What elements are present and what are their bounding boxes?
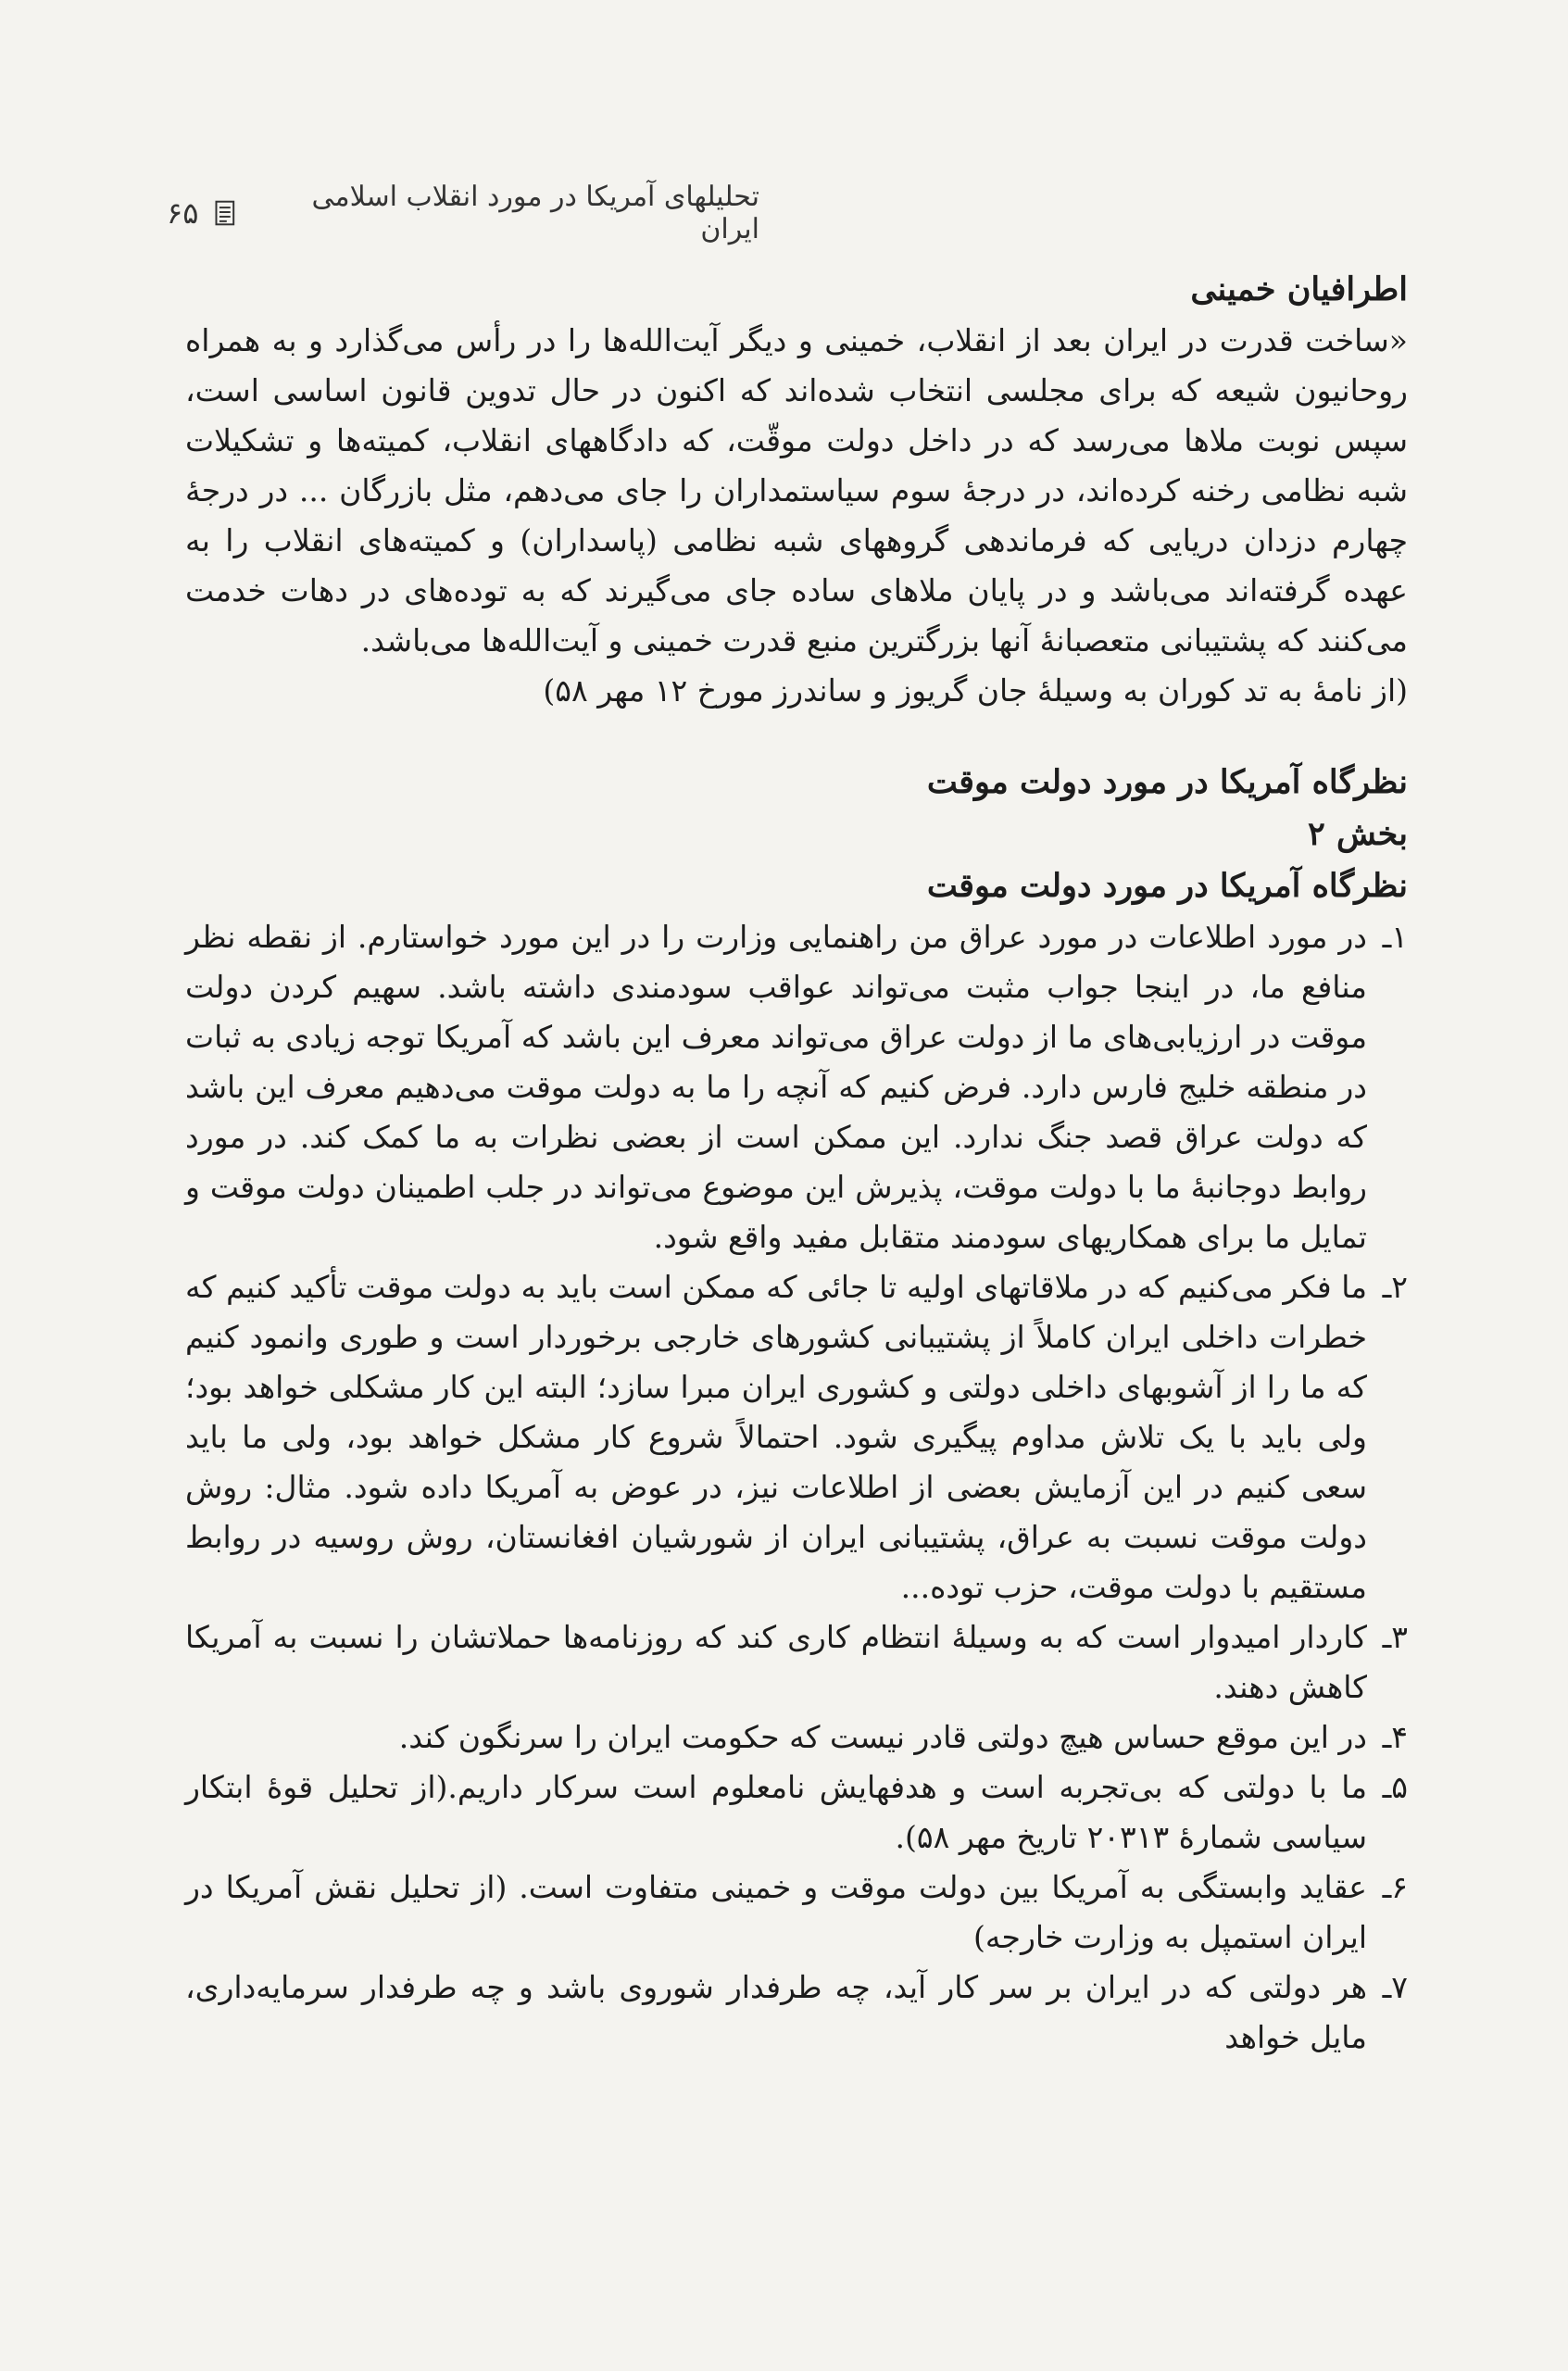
item-number: ۷ـ	[1382, 1969, 1408, 2005]
running-header	[167, 181, 759, 245]
item-text: در مورد اطلاعات در مورد عراق من راهنمایی وزارت را در این مورد خواستارم. از نقطه نظر منافع ما، در اینجا جواب مثبت می‌تواند عواقب سودمندی داشته باشد. سهیم کردن دولت موقت در ارزیابی‌های ما از دولت عراق می‌تواند معرف این باشد که آمریکا توجه زیادی به ثبات در منطقه خلیج فارس دارد. فرض کنیم که آنچه را ما به دولت موقت می‌دهیم معرف این باشد که دولت عراق قصد جنگ ندارد. این ممکن است از بعضی نظرات به ما کمک کند. در مورد روابط دوجانبهٔ ما با دولت موقت، پذیرش این موضوع می‌تواند در جلب اطمینان دولت موقت و تمایل ما برای همکاریهای سودمند متقابل مفید واقع شود.	[185, 919, 1367, 1255]
part-label: بخش ۲	[1308, 815, 1408, 853]
page-number: ۶۵	[167, 195, 199, 231]
running-title: تحلیلهای آمریکا در مورد انقلاب اسلامی ایران	[311, 181, 759, 245]
list-item	[185, 912, 1408, 1262]
item-number: ۳ـ	[1382, 1619, 1408, 1655]
quote-paragraph: «ساخت قدرت در ایران بعد از انقلاب، خمینی و دیگر آیت‌الله‌ها را در رأس می‌گذارد و به همراه روحانیون شیعه که برای مجلسی انتخاب شده‌اند که اکنون در حال تدوین قانون اساسی است، سپس نوبت ملاها می‌رسد که در داخل دولت موقّت، که دادگاههای انقلاب، کمیته‌ها و تشکیلات شبه نظامی رخنه کرده‌اند، در درجهٔ سوم سیاستمداران را جای می‌دهم، مثل بازرگان ... در درجهٔ چهارم دزدان دریایی که فرماندهی گروههای شبه نظامی (پاسداران) و کمیته‌های انقلاب را به عهده گرفته‌اند می‌باشد و در پایان ملاهای ساده جای می‌گیرند که به توده‌های در دهات خدمت می‌کنند که پشتیبانی متعصبانهٔ آنها بزرگترین منبع قدرت خمینی و آیت‌الله‌ها می‌باشد.	[185, 322, 1408, 659]
item-number: ۱ـ	[1382, 919, 1408, 955]
list-item	[185, 1763, 1408, 1863]
spacer	[185, 716, 1408, 757]
item-text: هر دولتی که در ایران بر سر کار آید، چه طرفدار شوروی باشد و چه طرفدار سرمایه‌داری، مایل خواهد	[185, 1969, 1367, 2055]
section-subtitle: نظرگاه آمریکا در مورد دولت موقت	[926, 867, 1408, 905]
item-text: کاردار امیدوار است که به وسیلهٔ انتظام کاری کند که روزنامه‌ها حملاتشان را نسبت به آمریکا کاهش دهند.	[185, 1619, 1367, 1705]
list-item	[185, 1863, 1408, 1963]
item-text: عقاید وابستگی به آمریکا بین دولت موقت و خمینی متفاوت است. (از تحلیل نقش آمریکا در ایران استمپل به وزارت خارجه)	[185, 1869, 1367, 1955]
page-body	[185, 264, 1408, 2063]
quote-source: (از نامهٔ به تد کوران به وسیلهٔ جان گریوز و ساندرز مورخ ۱۲ مهر ۵۸)	[543, 672, 1408, 709]
item-number: ۵ـ	[1382, 1769, 1408, 1805]
item-number: ۴ـ	[1382, 1719, 1408, 1755]
section-heading: نظرگاه آمریکا در مورد دولت موقت	[926, 763, 1408, 801]
document-icon	[215, 200, 235, 226]
list-item	[185, 1963, 1408, 2063]
item-text: ما با دولتی که بی‌تجربه است و هدفهایش نامعلوم است سرکار داریم.(از تحلیل قوهٔ ابتکار سیاسی شمارهٔ ۲۰۳۱۳ تاریخ مهر ۵۸).	[185, 1769, 1367, 1855]
section-heading: اطرافیان خمینی	[1190, 270, 1408, 308]
list-item	[185, 1612, 1408, 1712]
item-text: ما فکر می‌کنیم که در ملاقاتهای اولیه تا جائی که ممکن است باید به دولت موقت تأکید کنیم که خطرات داخلی ایران کاملاً از پشتیبانی کشورهای خارجی برخوردار است و طوری وانمود کنیم که ما را از آشوبهای داخلی دولتی و کشوری ایران مبرا سازد؛ البته این کار مشکلی خواهد بود؛ ولی باید با یک تلاش مداوم پیگیری شود. احتمالاً شروع کار مشکل خواهد بود، ولی ما باید سعی کنیم در این آزمایش بعضی از اطلاعات نیز، در عوض به آمریکا داده شود. مثال: روش دولت موقت نسبت به عراق، پشتیبانی ایران از شورشیان افغانستان، روش روسیه در روابط مستقیم با دولت موقت، حزب توده...	[185, 1269, 1367, 1605]
item-number: ۶ـ	[1382, 1869, 1408, 1905]
item-number: ۲ـ	[1382, 1269, 1408, 1305]
item-text: در این موقع حساس هیچ دولتی قادر نیست که حکومت ایران را سرنگون کند.	[398, 1719, 1367, 1755]
list-item	[185, 1712, 1408, 1763]
list-item	[185, 1262, 1408, 1612]
